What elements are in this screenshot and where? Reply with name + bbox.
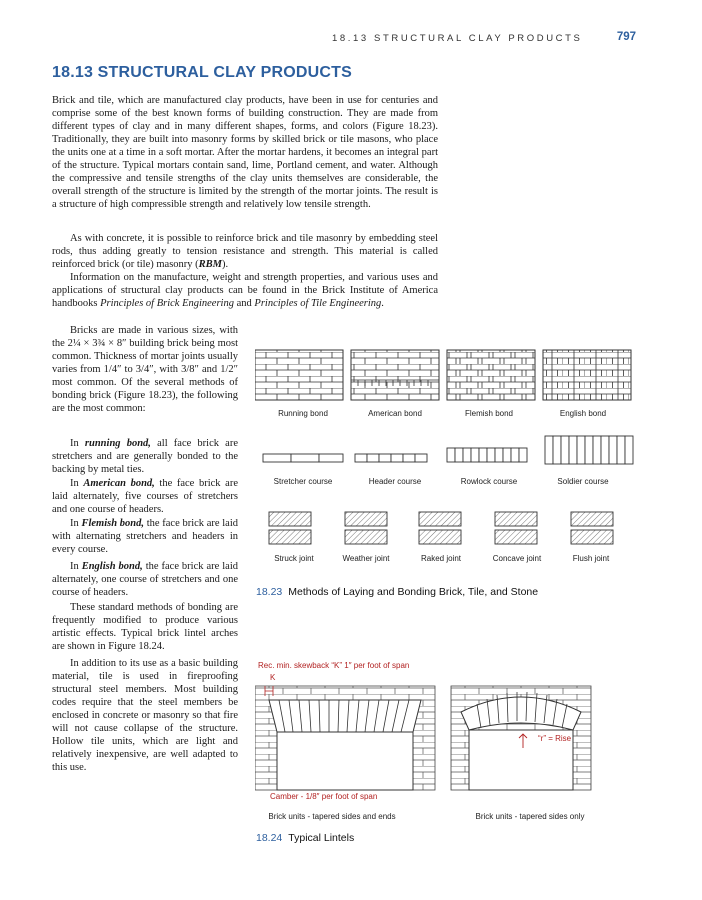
paragraph-english-bond (52, 560, 238, 599)
paragraph-brick-sizes: Bricks are made in various sizes, with the 2¼ × 3¾ × 8″ building brick being most common. Thickness of mortar joints usually varies from 1/4″ to 3/4″, with 3/8″ and 1/2″ most common. Of the several methods of bonding brick (Figure 18.23), the following are the most common: (52, 325, 238, 415)
header-course-drawing (355, 454, 427, 462)
book-title: Principles of Brick Engineering (100, 298, 234, 310)
text-run: ). (222, 259, 229, 271)
text-run: In (70, 478, 84, 489)
running-bond-swatch (255, 350, 343, 400)
weather-joint-drawing (345, 512, 387, 544)
book-title: Principles of Tile Engineering (254, 298, 382, 310)
text-run: In (70, 518, 82, 529)
text-run: Information on the manufacture, weight and strength properties, and various uses and applications of structural clay products can be found in the Brick Institute of America handbooks (52, 272, 438, 310)
paragraph-intro: Brick and tile, which are manufactured clay products, have been in use for centuries and comprise some of the best known forms of building construction. They are made from different types of clay and in many different shapes, forms, and colors (Figure 18.23). Traditionally, they are built into masonry forms by skilled brick or tile masons, who place the units one at a time in a soft mortar. After the mortar hardens, it becomes an integral part of the structure. Typical mortars contain sand, lime, Portland cement, and water. Although the compressive and tensile strengths of the clay units themselves are considerable, the overall strength of the structure is limited by the strength of the mortar joints. The result is a structure of high compressible strength and relatively low tensile strength. (52, 95, 438, 211)
paragraph-running-bond (52, 437, 238, 476)
text-run: the face brick are laid alternately, five courses of stretchers and one course of headers. (52, 478, 238, 516)
flemish-bond-swatch (447, 350, 535, 400)
section-title: 18.13 STRUCTURAL CLAY PRODUCTS (52, 64, 352, 81)
term: American bond, (83, 478, 155, 489)
text-run: and (233, 298, 255, 310)
raked-joint-drawing (419, 512, 461, 544)
soldier-course-drawing (545, 436, 633, 464)
label-rowlock-course: Rowlock course (460, 477, 518, 486)
label-american-bond: American bond (368, 409, 422, 418)
running-title: 18.13 STRUCTURAL CLAY PRODUCTS (332, 33, 583, 44)
figure-number: 18.23 (256, 586, 283, 598)
text-run: In (70, 438, 85, 449)
struck-joint-drawing (269, 512, 311, 544)
course-types-illustration (255, 434, 645, 472)
concave-joint-drawing (495, 512, 537, 544)
skewback-note: Rec. min. skewback “K” 1″ per foot of span (258, 661, 410, 670)
rowlock-course-drawing (447, 448, 527, 462)
label-header-course: Header course (368, 477, 422, 486)
text-run: the face brick are laid alternately, one course of stretchers and one course of headers. (52, 561, 238, 599)
lintel-left-drawing (255, 686, 435, 790)
paragraph-references (52, 271, 438, 310)
joint-types-illustration (255, 508, 645, 548)
term: Flemish bond, (81, 518, 144, 529)
label-stretcher-course: Stretcher course (273, 477, 333, 486)
rise-note: “r” = Rise (538, 734, 572, 743)
running-header (0, 28, 636, 48)
page-number: 797 (616, 31, 636, 43)
stretcher-course-drawing (263, 454, 343, 462)
rbm-term: RBM (198, 259, 222, 271)
label-raked-joint: Raked joint (420, 554, 462, 563)
figure-18-24-caption (256, 832, 354, 844)
text-run: As with concrete, it is possible to reinforce brick and tile masonry by embedding steel rods, thus adding greatly to tension resistance and strength. This material is called reinforced brick (or tile) masonry ( (52, 233, 438, 271)
american-bond-swatch (351, 350, 439, 400)
paragraph-flemish-bond (52, 517, 238, 556)
label-soldier-course: Soldier course (557, 477, 609, 486)
flush-joint-drawing (571, 512, 613, 544)
label-flemish-bond: Flemish bond (464, 409, 514, 418)
paragraph-modifications: These standard methods of bonding are frequently modified to produce various artistic effects. Typical brick lintel arches are shown in Figure 18.24. (52, 602, 238, 653)
term: running bond, (84, 438, 151, 449)
label-english-bond: English bond (559, 409, 607, 418)
label-struck-joint: Struck joint (274, 554, 314, 563)
term: English bond, (81, 561, 143, 572)
english-bond-swatch (543, 350, 631, 400)
paragraph-american-bond (52, 477, 238, 516)
figure-title: Methods of Laying and Bonding Brick, Tile, and Stone (288, 586, 539, 598)
label-flush-joint: Flush joint (572, 554, 610, 563)
text-run: . (381, 298, 384, 310)
bond-patterns-illustration (255, 340, 645, 408)
text-run: the face brick are laid with alternating stretchers and headers in every course. (52, 518, 239, 556)
figure-18-23-caption (256, 586, 538, 598)
paragraph-reinforced (52, 232, 438, 271)
text-run: all face brick are stretchers and are generally bonded to the backing by metal ties. (52, 438, 238, 476)
label-concave-joint: Concave joint (492, 554, 542, 563)
label-running-bond: Running bond (278, 409, 328, 418)
left-lintel-caption: Brick units - tapered sides and ends (268, 812, 396, 821)
right-lintel-caption: Brick units - tapered sides only (475, 812, 585, 821)
paragraph-tile-fireproofing: In addition to its use as a basic building material, tile is used in fireproofing structural steel members. Most building codes require that the steel members be enclosed in concrete or masonry so that fire will not cause collapse of the structure. Hollow tile units, which are light and relatively inexpensive, are well adapted to this use. (52, 658, 238, 774)
figure-number: 18.24 (256, 832, 283, 844)
k-dimension-label: K (270, 673, 276, 682)
camber-note: Camber - 1/8″ per foot of span (270, 792, 378, 801)
figure-title: Typical Lintels (288, 832, 355, 844)
label-weather-joint: Weather joint (342, 554, 390, 563)
text-run: In (70, 561, 82, 572)
